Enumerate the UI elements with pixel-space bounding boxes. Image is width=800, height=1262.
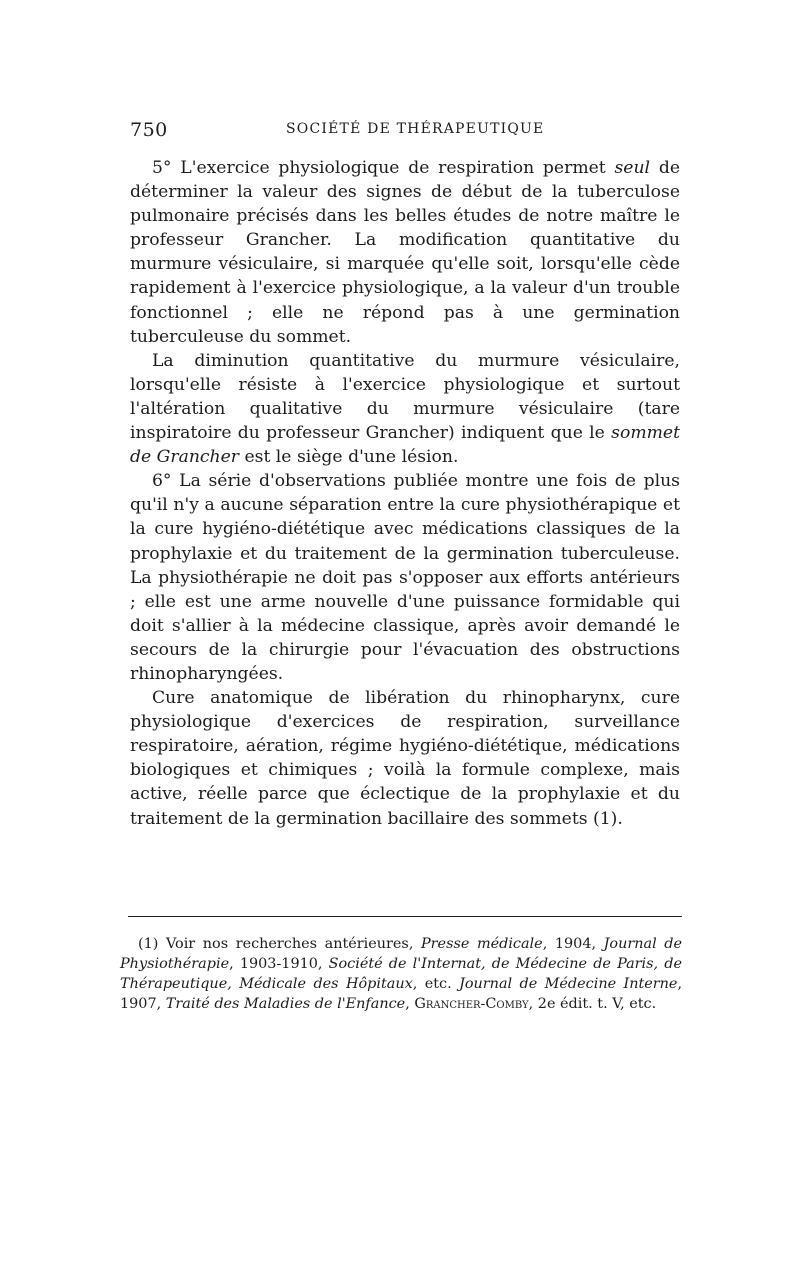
paragraph-diminution-emphasis: sommet de Grancher bbox=[130, 423, 680, 468]
paragraph-5-text-a: 5° L'exercice physiologique de respiration permet bbox=[152, 158, 615, 178]
footnote-s3: , 1904, bbox=[542, 936, 604, 952]
footnote-s13: , 2e édit. t. V, etc. bbox=[528, 996, 657, 1012]
paragraph-5-text-c: de déterminer la valeur des signes de début de la tuberculose pulmonaire précisés dans les belles études de notre maître le professeur Grancher. La modification quantitative du murmure vésiculaire, si marquée qu'elle soit, lorsqu'elle cède rapidement à l'exercice physiologique, a la valeur d'un trouble fonctionnel ; elle ne répond pas à une germination tuberculeuse du sommet. bbox=[130, 158, 680, 347]
footnote-rule bbox=[128, 916, 682, 917]
footnote-s8: Journal de Médecine Interne bbox=[459, 976, 678, 992]
footnote-s9: , 1907, bbox=[120, 976, 683, 1012]
body-text bbox=[130, 156, 680, 831]
paragraph-5 bbox=[130, 156, 680, 349]
paragraph-6: 6° La série d'observations publiée montre une fois de plus qu'il n'y a aucune séparation entre la cure physiothérapique et la cure hygiéno-diététique avec médications classiques de la prophylaxie et du traitement de la germination tuberculeuse. La physiothérapie ne doit pas s'opposer aux efforts antérieurs ; elle est une arme nouvelle d'une puissance formidable qui doit s'allier à la médecine classique, après avoir demandé le secours de la chirurgie pour l'évacuation des obstructions rhinopharyngées. bbox=[130, 471, 680, 684]
paragraph-5-emphasis: seul bbox=[614, 158, 651, 178]
footnote-s1: (1) Voir nos recherches antérieures, bbox=[138, 936, 421, 952]
page-number: 750 bbox=[130, 119, 168, 141]
footnote-s4: Journal de Physiothérapie bbox=[120, 936, 682, 972]
footnote-s6: Société de l'Internat, de Médecine de Paris, de Thérapeutique, Médicale des Hôpitaux bbox=[120, 956, 683, 992]
page-header bbox=[130, 119, 680, 143]
paragraph-diminution-text-c: est le siège d'une lésion. bbox=[238, 447, 459, 468]
footnote-s7: , etc. bbox=[412, 976, 460, 992]
footnote-s10: Traité des Maladies de l'Enfance bbox=[165, 996, 406, 1012]
running-title: SOCIÉTÉ DE THÉRAPEUTIQUE bbox=[286, 121, 545, 137]
paragraph-diminution bbox=[130, 349, 680, 469]
paragraph-diminution-text-a: La diminution quantitative du murmure vésiculaire, lorsqu'elle résiste à l'exercice physiologique et surtout l'altération qualitative du murmure vésiculaire (tare inspiratoire du professeur Grancher) indiquent que le bbox=[130, 350, 680, 444]
footnote-s12: Grancher-Comby bbox=[414, 996, 529, 1012]
footnote-s11: , bbox=[405, 996, 415, 1012]
footnote-s2: Presse médicale bbox=[420, 936, 543, 952]
paragraph-cure: Cure anatomique de libération du rhinopharynx, cure physiologique d'exercices de respiration, surveillance respiratoire, aération, régime hygiéno-diététique, médications biologiques et chimiques ; voilà la formule complexe, mais active, réelle parce que éclectique de la prophylaxie et du traitement de la germination bacillaire des sommets (1). bbox=[130, 688, 680, 829]
footnote bbox=[120, 934, 682, 1014]
footnote-s5: , 1903-1910, bbox=[229, 956, 329, 972]
